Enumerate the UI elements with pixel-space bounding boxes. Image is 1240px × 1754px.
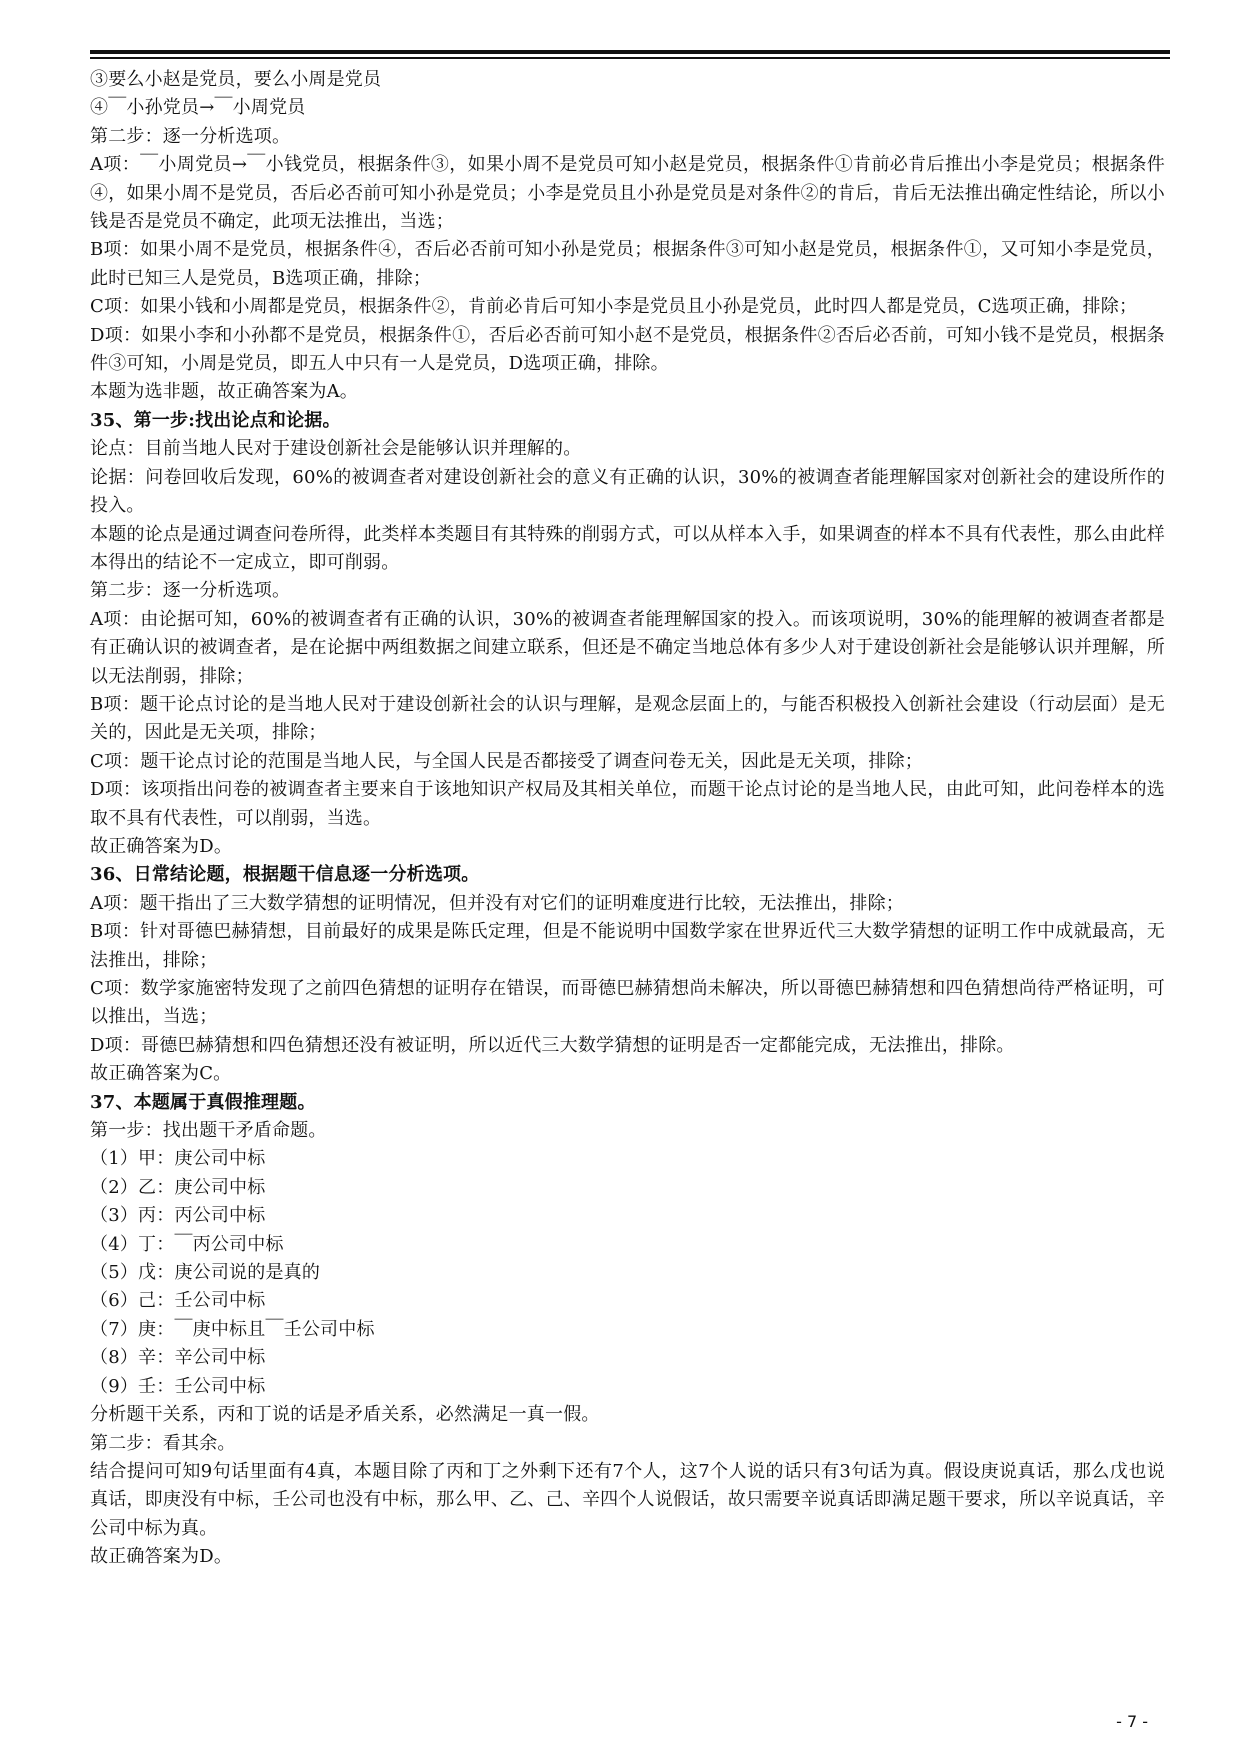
text-line: 故正确答案为C。 [90, 1063, 232, 1085]
text-line: B项：题干论点讨论的是当地人民对于建设创新社会的认识与理解，是观念层面上的，与能否积极投入创新社会建设（行动层面）是无关的，因此是无关项，排除； [90, 693, 1165, 744]
text-line: 论点：目前当地人民对于建设创新社会是能够认识并理解的。 [90, 438, 582, 460]
text-line: 故正确答案为D。 [90, 835, 233, 857]
text-line: D项：哥德巴赫猜想和四色猜想还没有被证明，所以近代三大数学猜想的证明是否一定都能完成，无法推出，排除。 [90, 1034, 1015, 1056]
text-line: 故正确答案为D。 [90, 1546, 233, 1568]
text-line: （6）己：壬公司中标 [90, 1290, 266, 1312]
text-line: C项：如果小钱和小周都是党员，根据条件②，肯前必肯后可知小李是党员且小孙是党员，此时四人都是党员，C选项正确，排除； [90, 296, 1138, 318]
text-line: 第二步：逐一分析选项。 [90, 580, 291, 602]
header-rule-thin [90, 57, 1170, 59]
text-line: （1）甲：庚公司中标 [90, 1148, 266, 1170]
text-line: A项：题干指出了三大数学猜想的证明情况，但并没有对它们的证明难度进行比较，无法推出，排除； [90, 892, 904, 914]
text-line: C项：题干论点讨论的范围是当地人民，与全国人民是否都接受了调查问卷无关，因此是无关项，排除； [90, 750, 923, 772]
text-line: （4）丁：￣丙公司中标 [90, 1233, 284, 1255]
page-number: - 7 - [1116, 1712, 1148, 1731]
document-body [90, 66, 1165, 1572]
text-line: 论据：问卷回收后发现，60%的被调查者对建设创新社会的意义有正确的认识，30%的被调查者能理解国家对创新社会的建设所作的投入。 [90, 466, 1165, 517]
text-line: （9）壬：壬公司中标 [90, 1375, 266, 1397]
text-line: （7）庚：￣庚中标且￣壬公司中标 [90, 1318, 375, 1340]
text-line: （3）丙：丙公司中标 [90, 1205, 266, 1227]
text-line: （8）辛：辛公司中标 [90, 1347, 266, 1369]
text-line: ③要么小赵是党员，要么小周是党员 [90, 69, 382, 90]
question-heading: 35、第一步:找出论点和论据。 [90, 409, 341, 431]
text-line: （2）乙：庚公司中标 [90, 1176, 266, 1198]
header-rule-thick [90, 50, 1170, 54]
text-line: ④￣小孙党员→￣小周党员 [90, 97, 306, 119]
text-line: 结合提问可知9句话里面有4真，本题目除了丙和丁之外剩下还有7个人，这7个人说的话只有3句话为真。假设庚说真话，那么戊也说真话，即庚没有中标，壬公司也没有中标，那么甲、乙、己、辛四个人说假话，故只需要辛说真话即满足题干要求，所以辛说真话，辛公司中标为真。 [90, 1460, 1165, 1539]
text-line: D项：该项指出问卷的被调查者主要来自于该地知识产权局及其相关单位，而题干论点讨论的是当地人民，由此可知，此问卷样本的选取不具有代表性，可以削弱，当选。 [90, 779, 1165, 829]
text-line: C项：数学家施密特发现了之前四色猜想的证明存在错误，而哥德巴赫猜想尚未解决，所以哥德巴赫猜想和四色猜想尚待严格证明，可以推出，当选； [90, 978, 1165, 1028]
text-line: B项：针对哥德巴赫猜想，目前最好的成果是陈氏定理，但是不能说明中国数学家在世界近代三大数学猜想的证明工作中成就最高，无法推出，排除； [90, 921, 1165, 971]
text-line: B项：如果小周不是党员，根据条件④，否后必否前可知小孙是党员；根据条件③可知小赵是党员，根据条件①，又可知小李是党员，此时已知三人是党员，B选项正确，排除； [90, 239, 1165, 289]
text-line: A项：由论据可知，60%的被调查者有正确的认识，30%的被调查者能理解国家的投入。而该项说明，30%的能理解的被调查者都是有正确认识的被调查者，是在论据中两组数据之间建立联系，但还是不确定当地总体有多少人对于建设创新社会是能够认识并理解，所以无法削弱，排除； [90, 608, 1165, 687]
text-line: D项：如果小李和小孙都不是党员，根据条件①，否后必否前可知小赵不是党员，根据条件②否后必否前，可知小钱不是党员，根据条件③可知，小周是党员，即五人中只有一人是党员，D选项正确，排除。 [90, 324, 1165, 375]
text-line: 第二步：逐一分析选项。 [90, 125, 291, 147]
text-line: （5）戊：庚公司说的是真的 [90, 1262, 321, 1284]
text-line: A项：￣小周党员→￣小钱党员，根据条件③，如果小周不是党员可知小赵是党员，根据条件①肯前必肯后推出小李是党员；根据条件④，如果小周不是党员，否后必否前可知小孙是党员；小李是党员且小孙是党员是对条件②的肯后，肯后无法推出确定性结论，所以小钱是否是党员不确定，此项无法推出，当选； [90, 154, 1165, 233]
text-line: 本题为选非题，故正确答案为A。 [90, 381, 358, 403]
question-heading: 36、日常结论题，根据题干信息逐一分析选项。 [90, 864, 480, 886]
text-line: 第二步：看其余。 [90, 1432, 236, 1454]
text-line: 分析题干关系，丙和丁说的话是矛盾关系，必然满足一真一假。 [90, 1404, 600, 1426]
text-line: 本题的论点是通过调查问卷所得，此类样本类题目有其特殊的削弱方式，可以从样本入手，如果调查的样本不具有代表性，那么由此样本得出的结论不一定成立，即可削弱。 [90, 523, 1165, 573]
text-line: 第一步：找出题干矛盾命题。 [90, 1120, 327, 1142]
question-heading: 37、本题属于真假推理题。 [90, 1091, 316, 1113]
